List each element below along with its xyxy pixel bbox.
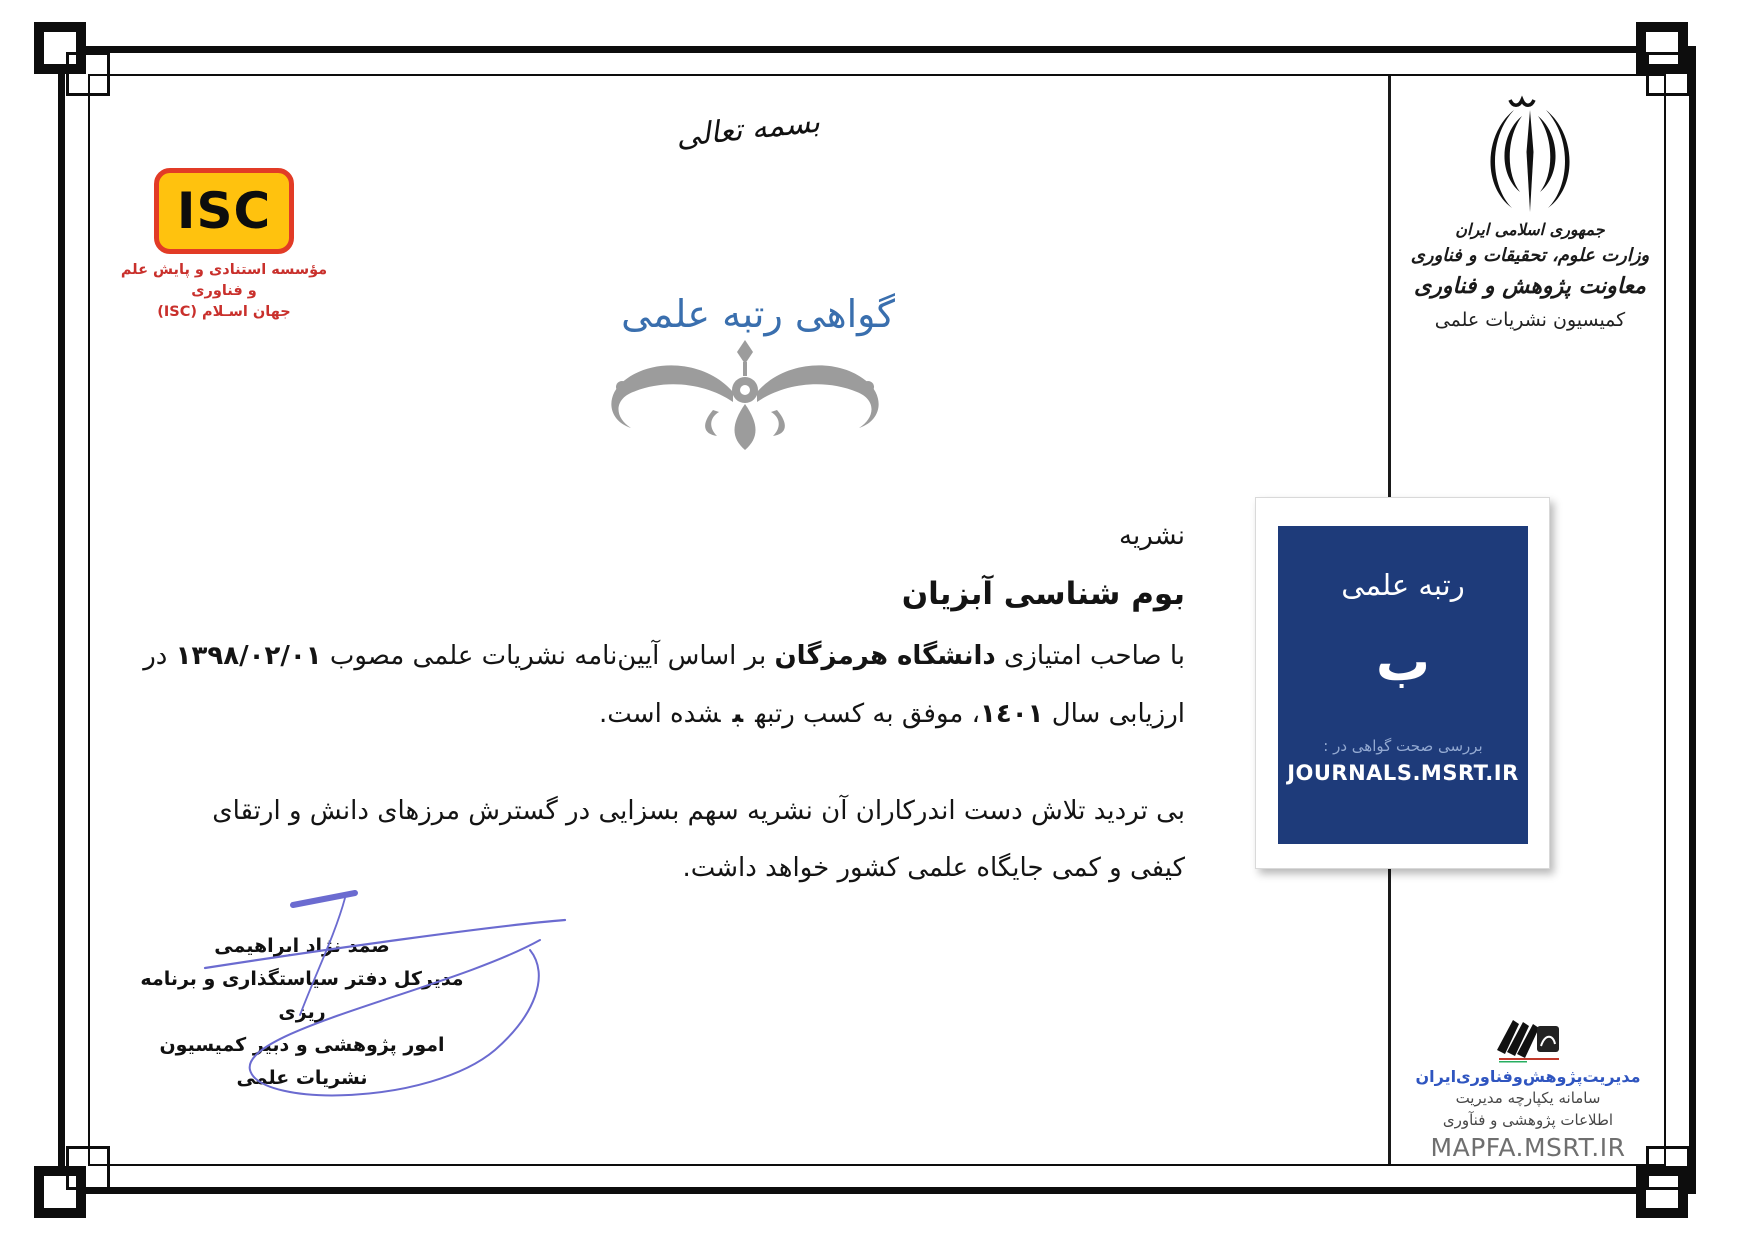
isc-caption-line1: مؤسسه استنادی و پایش علم و فناوری — [120, 262, 328, 300]
ministry-name: وزارت علوم، تحقیقات و فناوری — [1410, 245, 1650, 266]
signatory-name: صمد نژاد ابراهیمی — [214, 935, 390, 957]
body-line1-mid: بر اساس آیین‌نامه نشریات علمی مصوب — [321, 641, 775, 671]
rank-badge-card — [1255, 497, 1550, 869]
signatory-title-3: نشریات علمی — [236, 1067, 368, 1089]
ministry-deputy: معاونت پژوهش و فناوری — [1414, 274, 1646, 299]
journal-label: نشریه — [1119, 521, 1185, 551]
ministry-country: جمهوری اسلامی ایران — [1455, 220, 1605, 239]
rank-badge — [1278, 526, 1528, 844]
badge-verify-url: JOURNALS.MSRT.IR — [1287, 761, 1519, 785]
body-line2-post: شده است. — [598, 699, 721, 729]
mapfa-subtitle-line1: سامانه یکپارچه مدیریت — [1455, 1089, 1601, 1107]
isc-logo — [118, 168, 330, 323]
isc-acronym: ISC — [176, 182, 272, 240]
badge-verify-label: بررسی صحت گواهی در : — [1323, 737, 1483, 755]
ornament-divider-icon — [595, 340, 895, 450]
corner-ornament-inner-bottom-left — [66, 1146, 110, 1190]
body-paragraph2-line2: کیفی و کمی جایگاه علمی کشور خواهد داشت. — [682, 853, 1185, 883]
evaluation-year: ١٤٠١ — [979, 699, 1044, 729]
isc-logo-box — [154, 168, 294, 254]
rank-letter: ب — [732, 699, 744, 729]
mapfa-subtitle-line2: اطلاعات پژوهشی و فنآوری — [1442, 1111, 1614, 1129]
approval-date: ١٣٩٨/٠٢/٠١ — [175, 641, 322, 671]
certificate-title: گواهی رتبه علمی — [621, 292, 895, 336]
signatory-title-1: مدیرکل دفتر سیاستگذاری و برنامه ریزی — [140, 968, 464, 1023]
badge-rank-letter: ب — [1375, 630, 1431, 693]
body-line2-pre: ارزیابی سال — [1043, 699, 1185, 729]
mapfa-logo-icon — [1493, 1016, 1563, 1064]
iran-emblem-icon — [1472, 90, 1588, 214]
body-line-rank — [599, 699, 1185, 729]
mapfa-url: MAPFA.MSRT.IR — [1430, 1133, 1626, 1162]
body-paragraph2-line1: بی تردید تلاش دست اندرکاران آن نشریه سهم بسزایی در گسترش مرزهای دانش و ارتقای — [212, 796, 1185, 826]
body-line1-post: در — [143, 641, 176, 671]
badge-title: رتبه علمی — [1341, 568, 1465, 602]
signatory-title-2: امور پژوهشی و دبیر کمیسیون — [159, 1034, 445, 1056]
body-line2-mid: ، موفق به کسب رتبه — [755, 699, 980, 729]
mapfa-title: مدیریت‌پژوهش‌وفناوری‌ایران — [1415, 1067, 1641, 1086]
government-header — [1395, 90, 1665, 331]
body-line1-pre: با صاحب امتیازی — [995, 641, 1185, 671]
body-line-ownership — [143, 641, 1185, 671]
publisher-name: دانشگاه هرمزگان — [774, 641, 996, 671]
mapfa-block — [1398, 1016, 1658, 1162]
journals-commission: کمیسیون نشریات علمی — [1434, 309, 1626, 331]
journal-title: بوم شناسی آبزیان — [901, 576, 1185, 612]
bismillah-text: بسمه تعالی — [674, 104, 822, 155]
signature-scrawl-icon — [200, 880, 580, 1120]
corner-ornament-inner-top-left — [66, 52, 110, 96]
isc-caption-line2: جهان اسـلام (ISC) — [157, 304, 291, 321]
